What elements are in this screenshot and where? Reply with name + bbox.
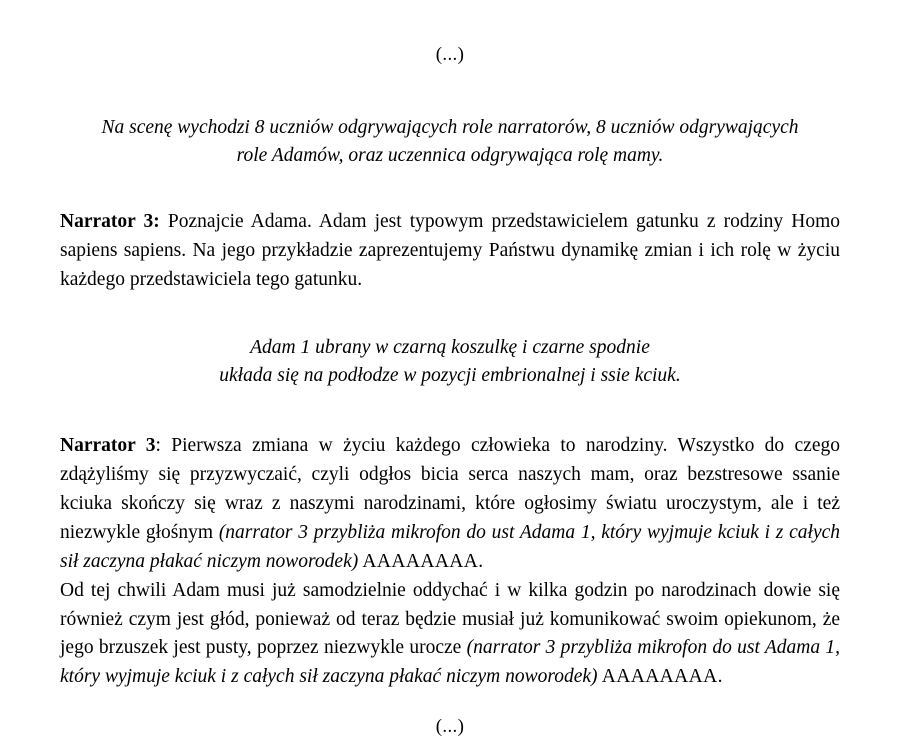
top-ellipsis-marker: (...)	[435, 44, 465, 65]
stage-direction-adam-position	[60, 334, 840, 391]
speaker-label-narrator-3-birth: Narrator 3	[60, 435, 156, 457]
stage-direction-cast-line-1: Na scenę wychodzi 8 uczniów odgrywających role narratorów, 8 uczniów odgrywających	[101, 116, 799, 138]
bottom-ellipsis-marker: (...)	[435, 716, 465, 738]
speaker-colon-narrator-3-birth: :	[155, 435, 161, 457]
speech-body-narrator-3-intro: Poznajcie Adama. Adam jest typowym przedstawicielem gatunku z rodziny Homo sapiens sapiens. Na jego przykładzie zaprezentujemy Państwu dynamikę zmian i ich rolę w życiu każdego przedstawiciela tego gatunku.	[60, 211, 840, 291]
stage-direction-adam-line-1: Adam 1 ubrany w czarną koszulkę i czarne spodnie	[250, 336, 650, 358]
inline-stage-direction-2: (narrator 3 przybliża mikrofon do ust Adama 1, który wyjmuje kciuk i z całych sił zaczyna płakać niczym noworodek)	[60, 637, 840, 688]
cry-text-2: AAAAAAAA.	[597, 666, 723, 688]
speech-narrator-3-intro	[60, 208, 840, 295]
stage-direction-cast	[60, 114, 840, 171]
speech-body-birth-part-1: Pierwsza zmiana w życiu każdego człowieka to narodziny. Wszystko do czego zdążyliśmy się przyzwyczaić, czyli odgłos bicia serca naszych mam, oraz bezstresowe ssanie kciuka skończy się wraz z naszymi narodzinami, które ogłosimy światu uroczystym, ale i też niezwykle głośnym	[60, 435, 840, 544]
text-column	[60, 44, 840, 739]
speech-body-birth-part-2: Od tej chwili Adam musi już samodzielnie oddychać i w kilka godzin po narodzinach dowie się również czym jest głód, ponieważ od teraz będzie musiał już komunikować swoim opiekunom, że jego brzuszek jest pusty, poprzez niezwykle urocze	[60, 579, 840, 659]
speech-narrator-3-birth	[60, 432, 840, 576]
cry-text-1: AAAAAAAA.	[358, 550, 484, 572]
stage-direction-adam-line-2: układa się na podłodze w pozycji embrionalnej i ssie kciuk.	[219, 365, 681, 387]
inline-stage-direction-1: (narrator 3 przybliża mikrofon do ust Adama 1, który wyjmuje kciuk i z całych sił zaczyna płakać niczym noworodek)	[60, 522, 841, 572]
speaker-label-narrator-3-intro: Narrator 3:	[60, 211, 160, 233]
speech-narrator-3-hunger	[60, 577, 840, 692]
stage-direction-cast-line-2: role Adamów, oraz uczennica odgrywająca rolę mamy.	[236, 145, 664, 167]
